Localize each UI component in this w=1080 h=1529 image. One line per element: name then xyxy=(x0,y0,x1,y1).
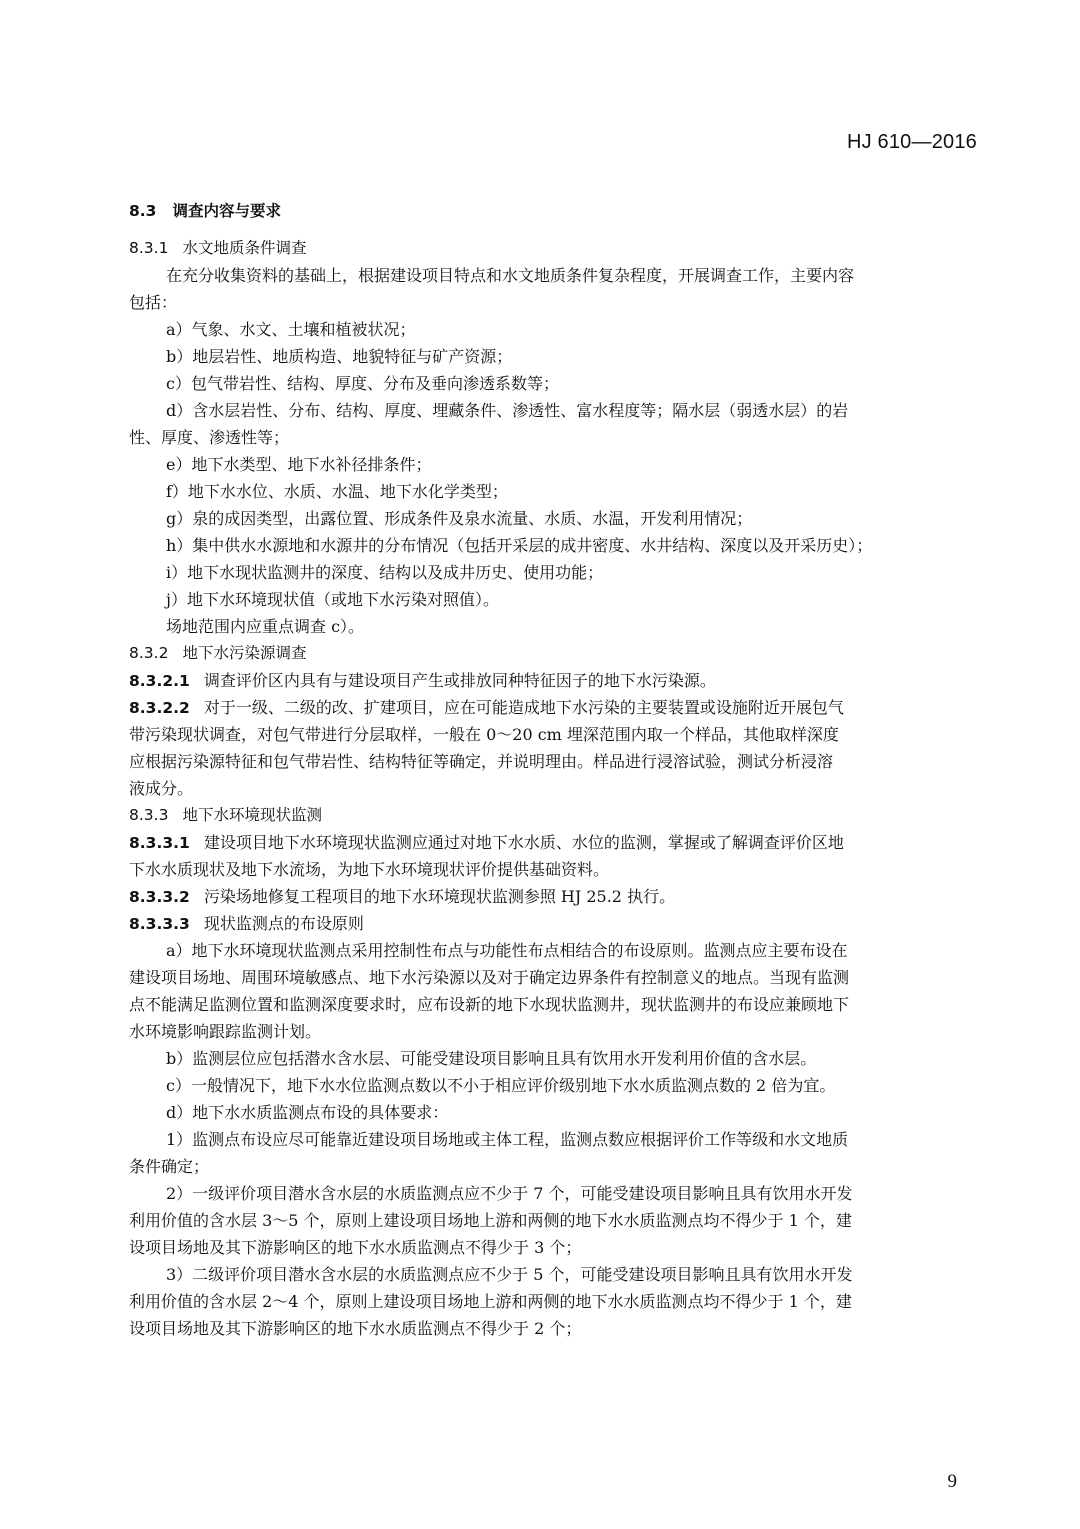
list-item: a）气象、水文、土壤和植被状况； xyxy=(166,320,416,339)
clause xyxy=(129,694,977,721)
clause-number: 8.3.3.3 xyxy=(129,915,190,933)
clause-text: 建设项目地下水环境现状监测应通过对地下水水质、水位的监测，掌握或了解调查评价区地 xyxy=(203,833,844,852)
list-item: c）一般情况下，地下水水位监测点数以不小于相应评价级别地下水水质监测点数的 2 倍为宜。 xyxy=(166,1076,836,1095)
list-item-continuation: 条件确定； xyxy=(129,1157,210,1176)
clause-text: 污染场地修复工程项目的地下水环境现状监测参照 HJ 25.2 执行。 xyxy=(203,887,676,906)
paragraph-line: 应根据污染源特征和包气带岩性、结构特征等确定，并说明理由。样品进行浸溶试验，测试分析浸溶 xyxy=(129,752,834,771)
clause xyxy=(129,883,977,910)
list-item: b）地层岩性、地质构造、地貌特征与矿产资源； xyxy=(166,347,513,366)
clause xyxy=(129,910,977,937)
standard-code: HJ 610—2016 xyxy=(846,131,977,153)
subsection-title: 地下水污染源调查 xyxy=(182,644,307,662)
subsection-heading xyxy=(129,802,977,829)
section-title: 调查内容与要求 xyxy=(172,202,281,220)
document-body xyxy=(129,198,977,1342)
clause xyxy=(129,829,977,856)
paragraph-line: 场地范围内应重点调查 c）。 xyxy=(166,617,365,636)
sub-list-item: 2）一级评价项目潜水含水层的水质监测点应不少于 7 个，可能受建设项目影响且具有饮用水开发 xyxy=(166,1184,853,1203)
paragraph-line: 带污染现状调查，对包气带进行分层取样，一般在 0～20 cm 埋深范围内取一个样品，其他取样深度 xyxy=(129,725,839,744)
clause-number: 8.3.3.1 xyxy=(129,834,190,852)
sub-list-item: 1）监测点布设应尽可能靠近建设项目场地或主体工程，监测点数应根据评价工作等级和水文地质 xyxy=(166,1130,849,1149)
list-item-continuation: 建设项目场地、周围环境敏感点、地下水污染源以及对于确定边界条件有控制意义的地点。当现有监测 xyxy=(129,968,850,987)
list-item-continuation: 水环境影响跟踪监测计划。 xyxy=(129,1022,322,1041)
clause xyxy=(129,667,977,694)
list-item-continuation: 点不能满足监测位置和监测深度要求时，应布设新的地下水现状监测井，现状监测井的布设应兼顾地下 xyxy=(129,995,850,1014)
subsection-heading xyxy=(129,235,977,262)
section-heading xyxy=(129,198,977,225)
list-item: a）地下水环境现状监测点采用控制性布点与功能性布点相结合的布设原则。监测点应主要布设在 xyxy=(166,941,848,960)
subsection-number: 8.3.3 xyxy=(129,806,169,824)
list-item: c）包气带岩性、结构、厚度、分布及垂向渗透系数等； xyxy=(166,374,559,393)
paragraph-line: 液成分。 xyxy=(129,779,194,798)
paragraph-line: 下水水质现状及地下水流场，为地下水环境现状评价提供基础资料。 xyxy=(129,860,610,879)
clause-title: 现状监测点的布设原则 xyxy=(203,914,364,933)
subsection-title: 水文地质条件调查 xyxy=(182,239,307,257)
list-item: h）集中供水水源地和水源井的分布情况（包括开采层的成井密度、水井结构、深度以及开采历史）； xyxy=(166,536,873,555)
list-item: d）地下水水质监测点布设的具体要求： xyxy=(166,1103,449,1122)
subsection-heading xyxy=(129,640,977,667)
list-item: f）地下水水位、水质、水温、地下水化学类型； xyxy=(166,482,508,501)
section-number: 8.3 xyxy=(129,202,157,220)
clause-text: 对于一级、二级的改、扩建项目，应在可能造成地下水污染的主要装置或设施附近开展包气 xyxy=(203,698,844,717)
list-item-continuation: 设项目场地及其下游影响区的地下水水质监测点不得少于 2 个； xyxy=(129,1319,582,1338)
list-item: g）泉的成因类型，出露位置、形成条件及泉水流量、水质、水温，开发利用情况； xyxy=(166,509,753,528)
list-item: e）地下水类型、地下水补径排条件； xyxy=(166,455,432,474)
list-item-continuation: 性、厚度、渗透性等； xyxy=(129,428,290,447)
list-item: j）地下水环境现状值（或地下水污染对照值）。 xyxy=(166,590,499,609)
subsection-number: 8.3.2 xyxy=(129,644,169,662)
subsection-number: 8.3.1 xyxy=(129,239,169,257)
list-item: i）地下水现状监测井的深度、结构以及成井历史、使用功能； xyxy=(166,563,604,582)
sub-list-item: 3）二级评价项目潜水含水层的水质监测点应不少于 5 个，可能受建设项目影响且具有饮用水开发 xyxy=(166,1265,853,1284)
paragraph-line: 包括： xyxy=(129,293,178,312)
clause-number: 8.3.3.2 xyxy=(129,888,190,906)
list-item-continuation: 设项目场地及其下游影响区的地下水水质监测点不得少于 3 个； xyxy=(129,1238,582,1257)
clause-text: 调查评价区内具有与建设项目产生或排放同种特征因子的地下水污染源。 xyxy=(203,671,716,690)
paragraph-line: 在充分收集资料的基础上，根据建设项目特点和水文地质条件复杂程度，开展调查工作，主要内容 xyxy=(166,266,855,285)
list-item: d）含水层岩性、分布、结构、厚度、埋藏条件、渗透性、富水程度等；隔水层（弱透水层）的岩 xyxy=(166,401,849,420)
list-item-continuation: 利用价值的含水层 3～5 个，原则上建设项目场地上游和两侧的地下水水质监测点均不得少于 1 个，建 xyxy=(129,1211,852,1230)
list-item: b）监测层位应包括潜水含水层、可能受建设项目影响且具有饮用水开发利用价值的含水层。 xyxy=(166,1049,817,1068)
list-item-continuation: 利用价值的含水层 2～4 个，原则上建设项目场地上游和两侧的地下水水质监测点均不得少于 1 个，建 xyxy=(129,1292,852,1311)
page-number: 9 xyxy=(947,1471,957,1492)
subsection-title: 地下水环境现状监测 xyxy=(182,806,322,824)
clause-number: 8.3.2.1 xyxy=(129,672,190,690)
clause-number: 8.3.2.2 xyxy=(129,699,190,717)
